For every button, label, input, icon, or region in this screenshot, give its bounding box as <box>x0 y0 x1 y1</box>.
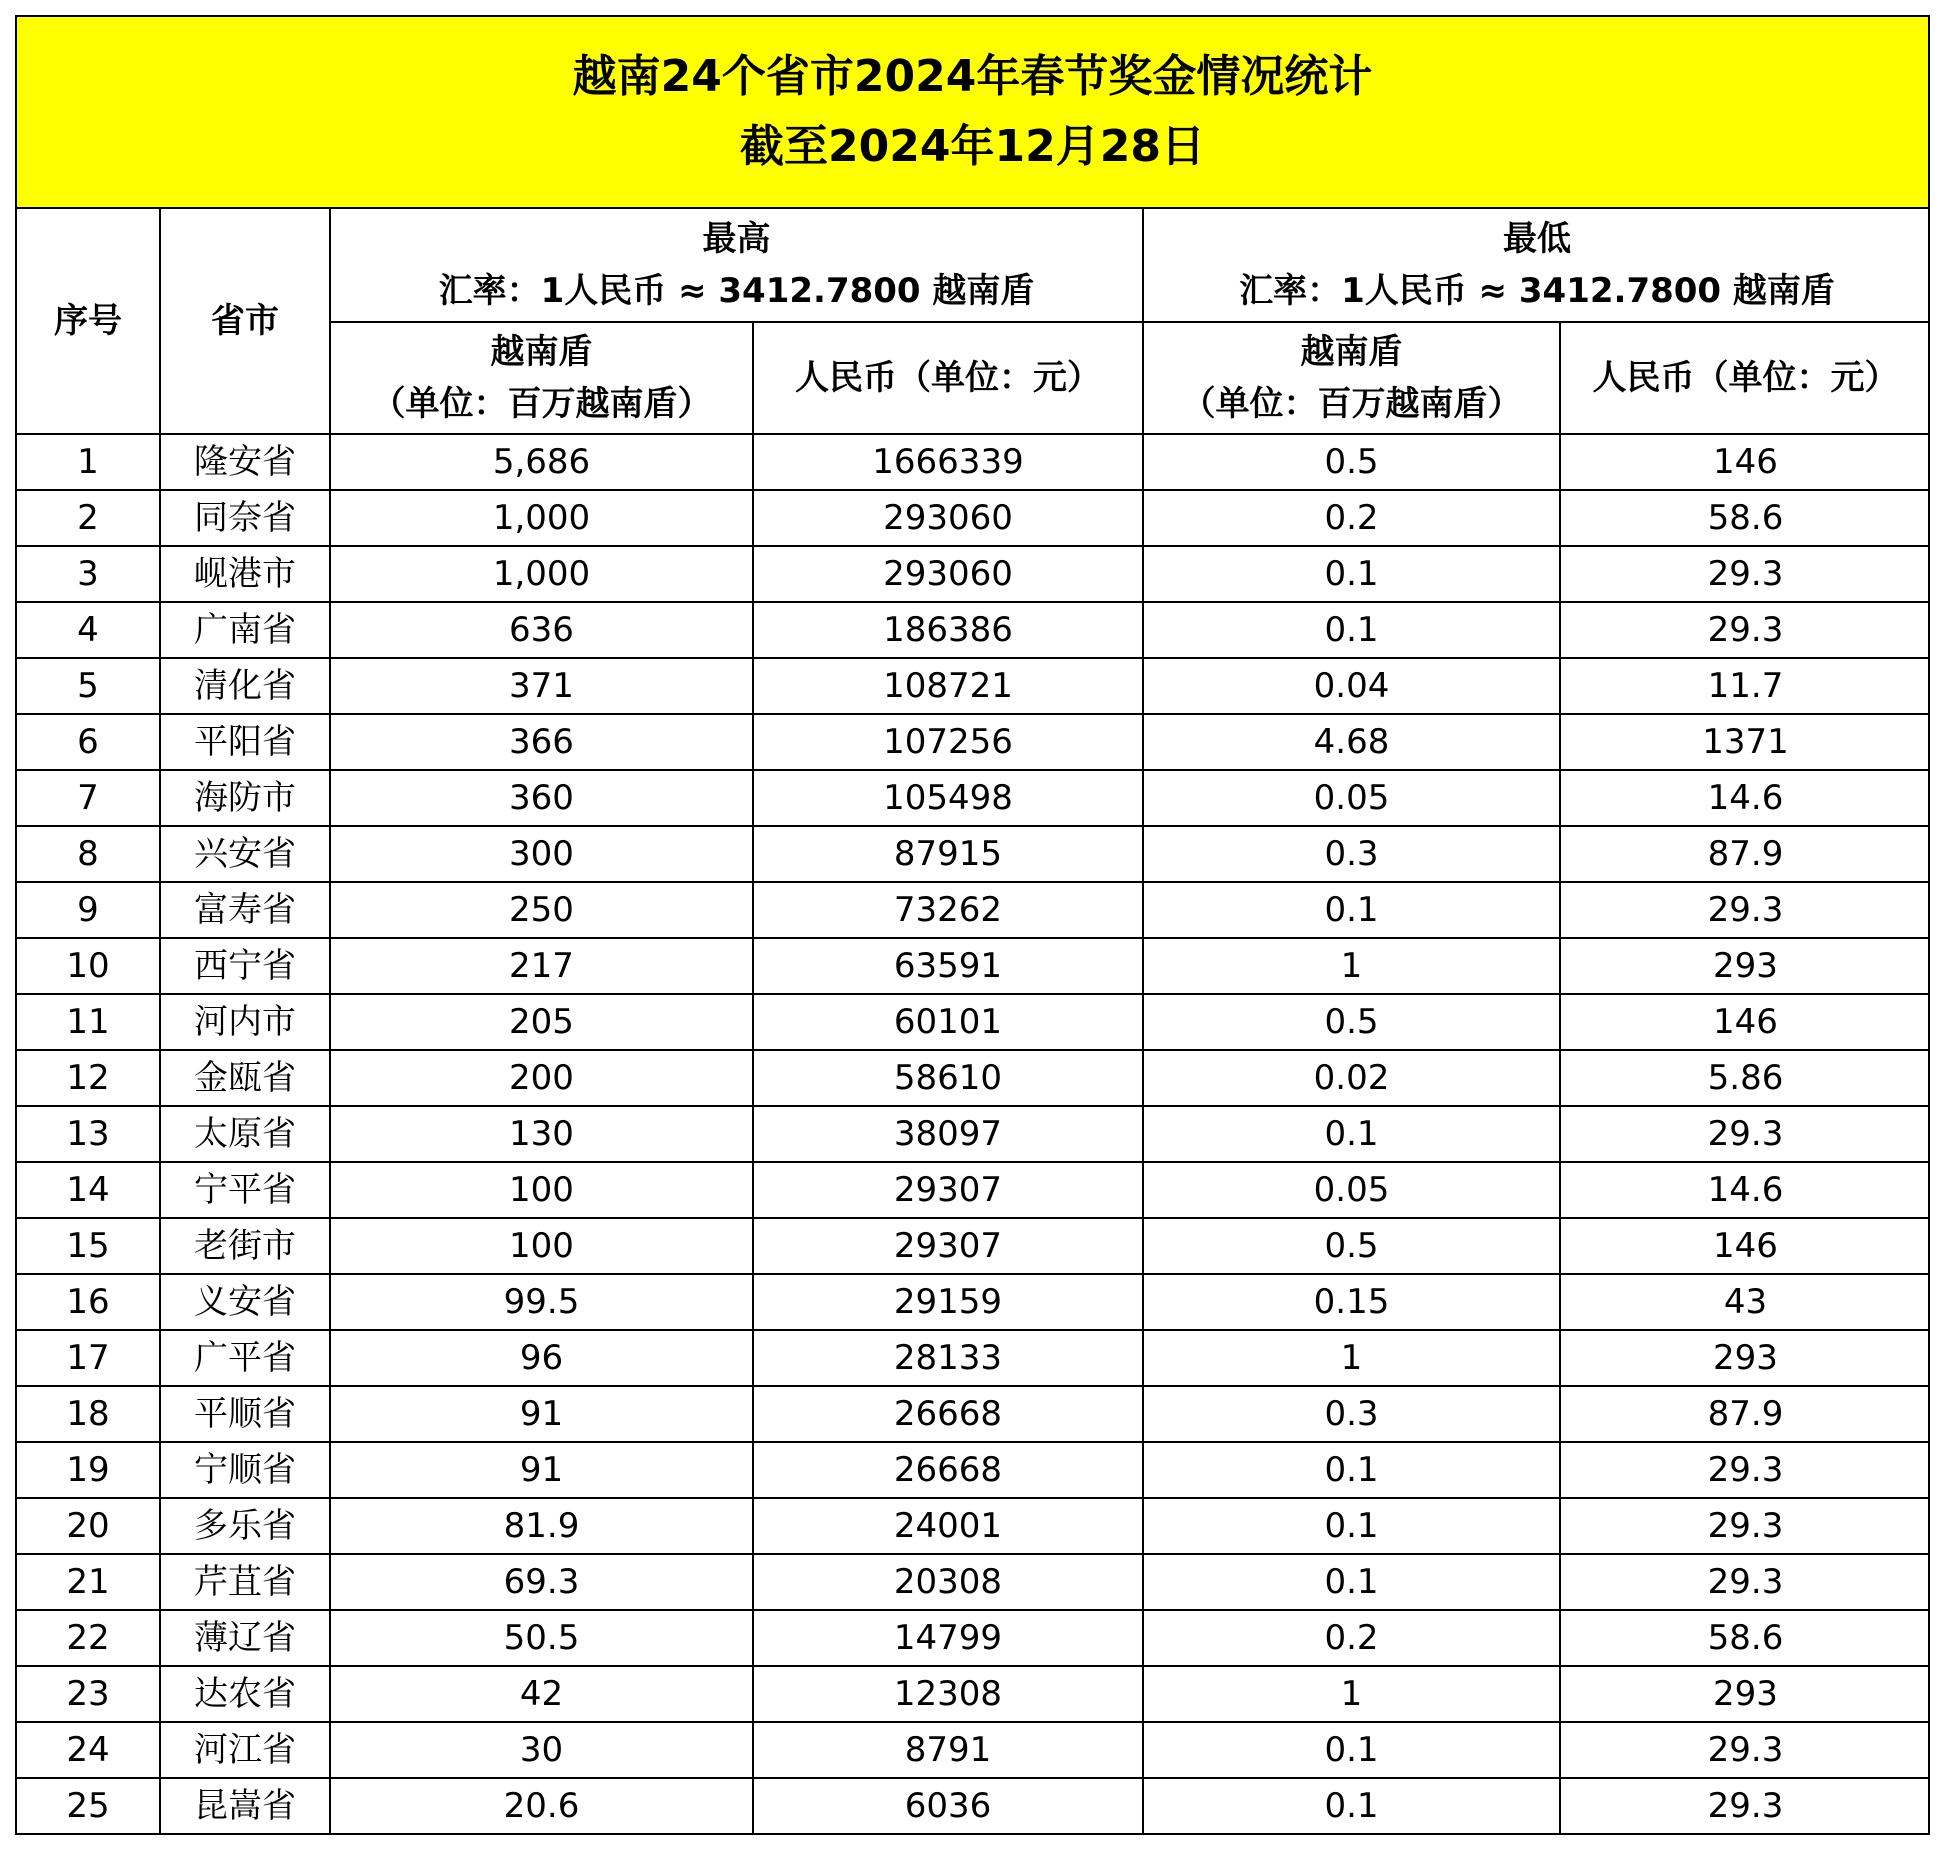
table-row <box>17 1386 1930 1442</box>
cell-highest-cny: 87915 <box>753 826 1143 882</box>
bonus-table <box>17 209 1930 1833</box>
cell-lowest-vnd: 0.1 <box>1143 602 1560 658</box>
page-title: 越南24个省市2024年春节奖金情况统计 <box>572 51 1373 102</box>
cell-highest-cny: 108721 <box>753 658 1143 714</box>
cell-index: 4 <box>17 602 160 658</box>
cell-lowest-cny: 14.6 <box>1560 770 1930 826</box>
cell-highest-vnd: 1,000 <box>330 546 753 602</box>
cell-province: 富寿省 <box>160 882 330 938</box>
header-lowest-rate: 汇率：1人民币 ≈ 3412.7800 越南盾 <box>1239 271 1835 311</box>
cell-highest-vnd: 130 <box>330 1106 753 1162</box>
cell-province: 广南省 <box>160 602 330 658</box>
cell-highest-cny: 105498 <box>753 770 1143 826</box>
cell-province: 河江省 <box>160 1722 330 1778</box>
cell-index: 5 <box>17 658 160 714</box>
cell-lowest-vnd: 0.5 <box>1143 1218 1560 1274</box>
cell-highest-vnd: 99.5 <box>330 1274 753 1330</box>
table-row <box>17 1666 1930 1722</box>
cell-highest-vnd: 366 <box>330 714 753 770</box>
cell-index: 3 <box>17 546 160 602</box>
cell-highest-cny: 29307 <box>753 1218 1143 1274</box>
cell-index: 14 <box>17 1162 160 1218</box>
cell-lowest-cny: 29.3 <box>1560 602 1930 658</box>
cell-lowest-cny: 14.6 <box>1560 1162 1930 1218</box>
cell-lowest-cny: 29.3 <box>1560 882 1930 938</box>
cell-highest-vnd: 96 <box>330 1330 753 1386</box>
header-highest-rate: 汇率：1人民币 ≈ 3412.7800 越南盾 <box>438 271 1035 311</box>
table-row <box>17 1218 1930 1274</box>
cell-province: 宁顺省 <box>160 1442 330 1498</box>
cell-index: 17 <box>17 1330 160 1386</box>
header-lowest-group <box>1143 209 1930 322</box>
cell-province: 河内市 <box>160 994 330 1050</box>
cell-highest-vnd: 30 <box>330 1722 753 1778</box>
table-row <box>17 1162 1930 1218</box>
cell-highest-cny: 26668 <box>753 1442 1143 1498</box>
cell-province: 芹苴省 <box>160 1554 330 1610</box>
cell-highest-cny: 60101 <box>753 994 1143 1050</box>
cell-lowest-vnd: 0.2 <box>1143 490 1560 546</box>
cell-highest-cny: 293060 <box>753 546 1143 602</box>
cell-index: 1 <box>17 434 160 490</box>
table-row <box>17 994 1930 1050</box>
cell-index: 20 <box>17 1498 160 1554</box>
cell-index: 25 <box>17 1778 160 1833</box>
bonus-sheet <box>15 15 1930 1835</box>
cell-province: 清化省 <box>160 658 330 714</box>
cell-province: 岘港市 <box>160 546 330 602</box>
cell-index: 7 <box>17 770 160 826</box>
cell-lowest-cny: 293 <box>1560 1330 1930 1386</box>
cell-lowest-vnd: 0.5 <box>1143 994 1560 1050</box>
cell-province: 太原省 <box>160 1106 330 1162</box>
cell-highest-cny: 73262 <box>753 882 1143 938</box>
cell-lowest-cny: 43 <box>1560 1274 1930 1330</box>
cell-highest-cny: 12308 <box>753 1666 1143 1722</box>
cell-lowest-vnd: 1 <box>1143 938 1560 994</box>
cell-lowest-vnd: 1 <box>1143 1666 1560 1722</box>
cell-highest-cny: 63591 <box>753 938 1143 994</box>
table-row <box>17 1498 1930 1554</box>
cell-lowest-cny: 293 <box>1560 938 1930 994</box>
cell-highest-cny: 26668 <box>753 1386 1143 1442</box>
cell-index: 12 <box>17 1050 160 1106</box>
cell-province: 义安省 <box>160 1274 330 1330</box>
table-row <box>17 770 1930 826</box>
cell-lowest-vnd: 0.1 <box>1143 1722 1560 1778</box>
cell-highest-cny: 186386 <box>753 602 1143 658</box>
cell-highest-cny: 293060 <box>753 490 1143 546</box>
cell-lowest-vnd: 0.1 <box>1143 1498 1560 1554</box>
cell-highest-vnd: 100 <box>330 1162 753 1218</box>
cell-province: 昆嵩省 <box>160 1778 330 1833</box>
cell-lowest-cny: 87.9 <box>1560 826 1930 882</box>
table-row <box>17 1554 1930 1610</box>
header-row-1 <box>17 209 1930 322</box>
cell-lowest-vnd: 0.1 <box>1143 882 1560 938</box>
cell-lowest-cny: 29.3 <box>1560 1554 1930 1610</box>
header-highest-group <box>330 209 1143 322</box>
table-row <box>17 1106 1930 1162</box>
header-province: 省市 <box>160 209 330 434</box>
cell-index: 8 <box>17 826 160 882</box>
cell-highest-vnd: 42 <box>330 1666 753 1722</box>
cell-highest-vnd: 81.9 <box>330 1498 753 1554</box>
cell-highest-vnd: 1,000 <box>330 490 753 546</box>
table-row <box>17 1722 1930 1778</box>
table-row <box>17 490 1930 546</box>
cell-index: 21 <box>17 1554 160 1610</box>
cell-lowest-vnd: 0.1 <box>1143 1778 1560 1833</box>
cell-lowest-vnd: 0.1 <box>1143 1106 1560 1162</box>
cell-province: 同奈省 <box>160 490 330 546</box>
table-row <box>17 714 1930 770</box>
title-banner <box>17 17 1928 209</box>
header-highest-cny: 人民币（单位：元） <box>753 322 1143 434</box>
table-row <box>17 1778 1930 1833</box>
cell-lowest-cny: 146 <box>1560 1218 1930 1274</box>
cell-province: 西宁省 <box>160 938 330 994</box>
cell-lowest-vnd: 0.1 <box>1143 546 1560 602</box>
cell-province: 老街市 <box>160 1218 330 1274</box>
cell-index: 24 <box>17 1722 160 1778</box>
cell-highest-vnd: 217 <box>330 938 753 994</box>
cell-index: 16 <box>17 1274 160 1330</box>
cell-lowest-cny: 29.3 <box>1560 1106 1930 1162</box>
cell-lowest-cny: 58.6 <box>1560 1610 1930 1666</box>
cell-highest-cny: 29159 <box>753 1274 1143 1330</box>
cell-lowest-cny: 29.3 <box>1560 1722 1930 1778</box>
cell-highest-vnd: 50.5 <box>330 1610 753 1666</box>
cell-lowest-vnd: 0.3 <box>1143 826 1560 882</box>
cell-lowest-cny: 1371 <box>1560 714 1930 770</box>
cell-lowest-vnd: 4.68 <box>1143 714 1560 770</box>
cell-index: 9 <box>17 882 160 938</box>
cell-lowest-cny: 293 <box>1560 1666 1930 1722</box>
cell-highest-vnd: 5,686 <box>330 434 753 490</box>
cell-highest-cny: 20308 <box>753 1554 1143 1610</box>
cell-lowest-cny: 11.7 <box>1560 658 1930 714</box>
cell-highest-cny: 8791 <box>753 1722 1143 1778</box>
cell-highest-vnd: 200 <box>330 1050 753 1106</box>
cell-province: 兴安省 <box>160 826 330 882</box>
header-lowest-vnd-unit: （单位：百万越南盾） <box>1181 384 1522 424</box>
page-subtitle: 截至2024年12月28日 <box>740 121 1205 172</box>
cell-highest-vnd: 300 <box>330 826 753 882</box>
cell-province: 海防市 <box>160 770 330 826</box>
cell-index: 11 <box>17 994 160 1050</box>
cell-highest-cny: 6036 <box>753 1778 1143 1833</box>
header-lowest-vnd-title: 越南盾 <box>1300 332 1403 372</box>
cell-highest-cny: 1666339 <box>753 434 1143 490</box>
table-row <box>17 658 1930 714</box>
cell-lowest-cny: 29.3 <box>1560 1778 1930 1833</box>
cell-province: 达农省 <box>160 1666 330 1722</box>
table-row <box>17 602 1930 658</box>
cell-highest-cny: 29307 <box>753 1162 1143 1218</box>
cell-lowest-vnd: 0.3 <box>1143 1386 1560 1442</box>
cell-lowest-vnd: 0.04 <box>1143 658 1560 714</box>
cell-province: 广平省 <box>160 1330 330 1386</box>
cell-index: 18 <box>17 1386 160 1442</box>
table-row <box>17 546 1930 602</box>
table-row <box>17 434 1930 490</box>
cell-lowest-cny: 87.9 <box>1560 1386 1930 1442</box>
table-row <box>17 882 1930 938</box>
cell-highest-vnd: 91 <box>330 1386 753 1442</box>
cell-lowest-cny: 146 <box>1560 994 1930 1050</box>
cell-province: 平阳省 <box>160 714 330 770</box>
cell-highest-vnd: 636 <box>330 602 753 658</box>
cell-highest-cny: 38097 <box>753 1106 1143 1162</box>
cell-index: 6 <box>17 714 160 770</box>
cell-index: 19 <box>17 1442 160 1498</box>
header-index: 序号 <box>17 209 160 434</box>
header-highest-vnd-unit: （单位：百万越南盾） <box>371 384 712 424</box>
header-lowest-label: 最低 <box>1503 219 1571 259</box>
header-highest-label: 最高 <box>702 219 771 259</box>
cell-highest-vnd: 360 <box>330 770 753 826</box>
cell-highest-cny: 107256 <box>753 714 1143 770</box>
cell-highest-vnd: 205 <box>330 994 753 1050</box>
table-row <box>17 1274 1930 1330</box>
cell-lowest-vnd: 0.2 <box>1143 1610 1560 1666</box>
header-lowest-cny: 人民币（单位：元） <box>1560 322 1930 434</box>
table-row <box>17 1610 1930 1666</box>
cell-lowest-vnd: 0.05 <box>1143 770 1560 826</box>
cell-highest-cny: 28133 <box>753 1330 1143 1386</box>
table-row <box>17 1442 1930 1498</box>
cell-lowest-cny: 29.3 <box>1560 1498 1930 1554</box>
cell-highest-vnd: 20.6 <box>330 1778 753 1833</box>
table-row <box>17 1050 1930 1106</box>
cell-highest-cny: 58610 <box>753 1050 1143 1106</box>
cell-lowest-vnd: 0.02 <box>1143 1050 1560 1106</box>
cell-highest-vnd: 250 <box>330 882 753 938</box>
table-body <box>17 434 1930 1833</box>
cell-province: 薄辽省 <box>160 1610 330 1666</box>
cell-highest-vnd: 69.3 <box>330 1554 753 1610</box>
cell-province: 宁平省 <box>160 1162 330 1218</box>
cell-highest-vnd: 371 <box>330 658 753 714</box>
cell-index: 15 <box>17 1218 160 1274</box>
cell-province: 隆安省 <box>160 434 330 490</box>
cell-lowest-vnd: 0.05 <box>1143 1162 1560 1218</box>
cell-index: 13 <box>17 1106 160 1162</box>
cell-lowest-cny: 5.86 <box>1560 1050 1930 1106</box>
cell-highest-vnd: 100 <box>330 1218 753 1274</box>
cell-province: 平顺省 <box>160 1386 330 1442</box>
cell-lowest-vnd: 0.5 <box>1143 434 1560 490</box>
cell-index: 10 <box>17 938 160 994</box>
header-highest-vnd <box>330 322 753 434</box>
cell-index: 23 <box>17 1666 160 1722</box>
cell-lowest-cny: 29.3 <box>1560 546 1930 602</box>
cell-highest-cny: 14799 <box>753 1610 1143 1666</box>
cell-lowest-vnd: 0.15 <box>1143 1274 1560 1330</box>
header-highest-vnd-title: 越南盾 <box>490 332 593 372</box>
table-row <box>17 1330 1930 1386</box>
table-row <box>17 826 1930 882</box>
header-lowest-vnd <box>1143 322 1560 434</box>
cell-province: 金瓯省 <box>160 1050 330 1106</box>
cell-lowest-cny: 58.6 <box>1560 490 1930 546</box>
cell-index: 2 <box>17 490 160 546</box>
cell-lowest-vnd: 0.1 <box>1143 1554 1560 1610</box>
cell-lowest-cny: 146 <box>1560 434 1930 490</box>
cell-province: 多乐省 <box>160 1498 330 1554</box>
cell-lowest-vnd: 0.1 <box>1143 1442 1560 1498</box>
cell-highest-cny: 24001 <box>753 1498 1143 1554</box>
cell-lowest-cny: 29.3 <box>1560 1442 1930 1498</box>
cell-lowest-vnd: 1 <box>1143 1330 1560 1386</box>
table-row <box>17 938 1930 994</box>
cell-index: 22 <box>17 1610 160 1666</box>
cell-highest-vnd: 91 <box>330 1442 753 1498</box>
